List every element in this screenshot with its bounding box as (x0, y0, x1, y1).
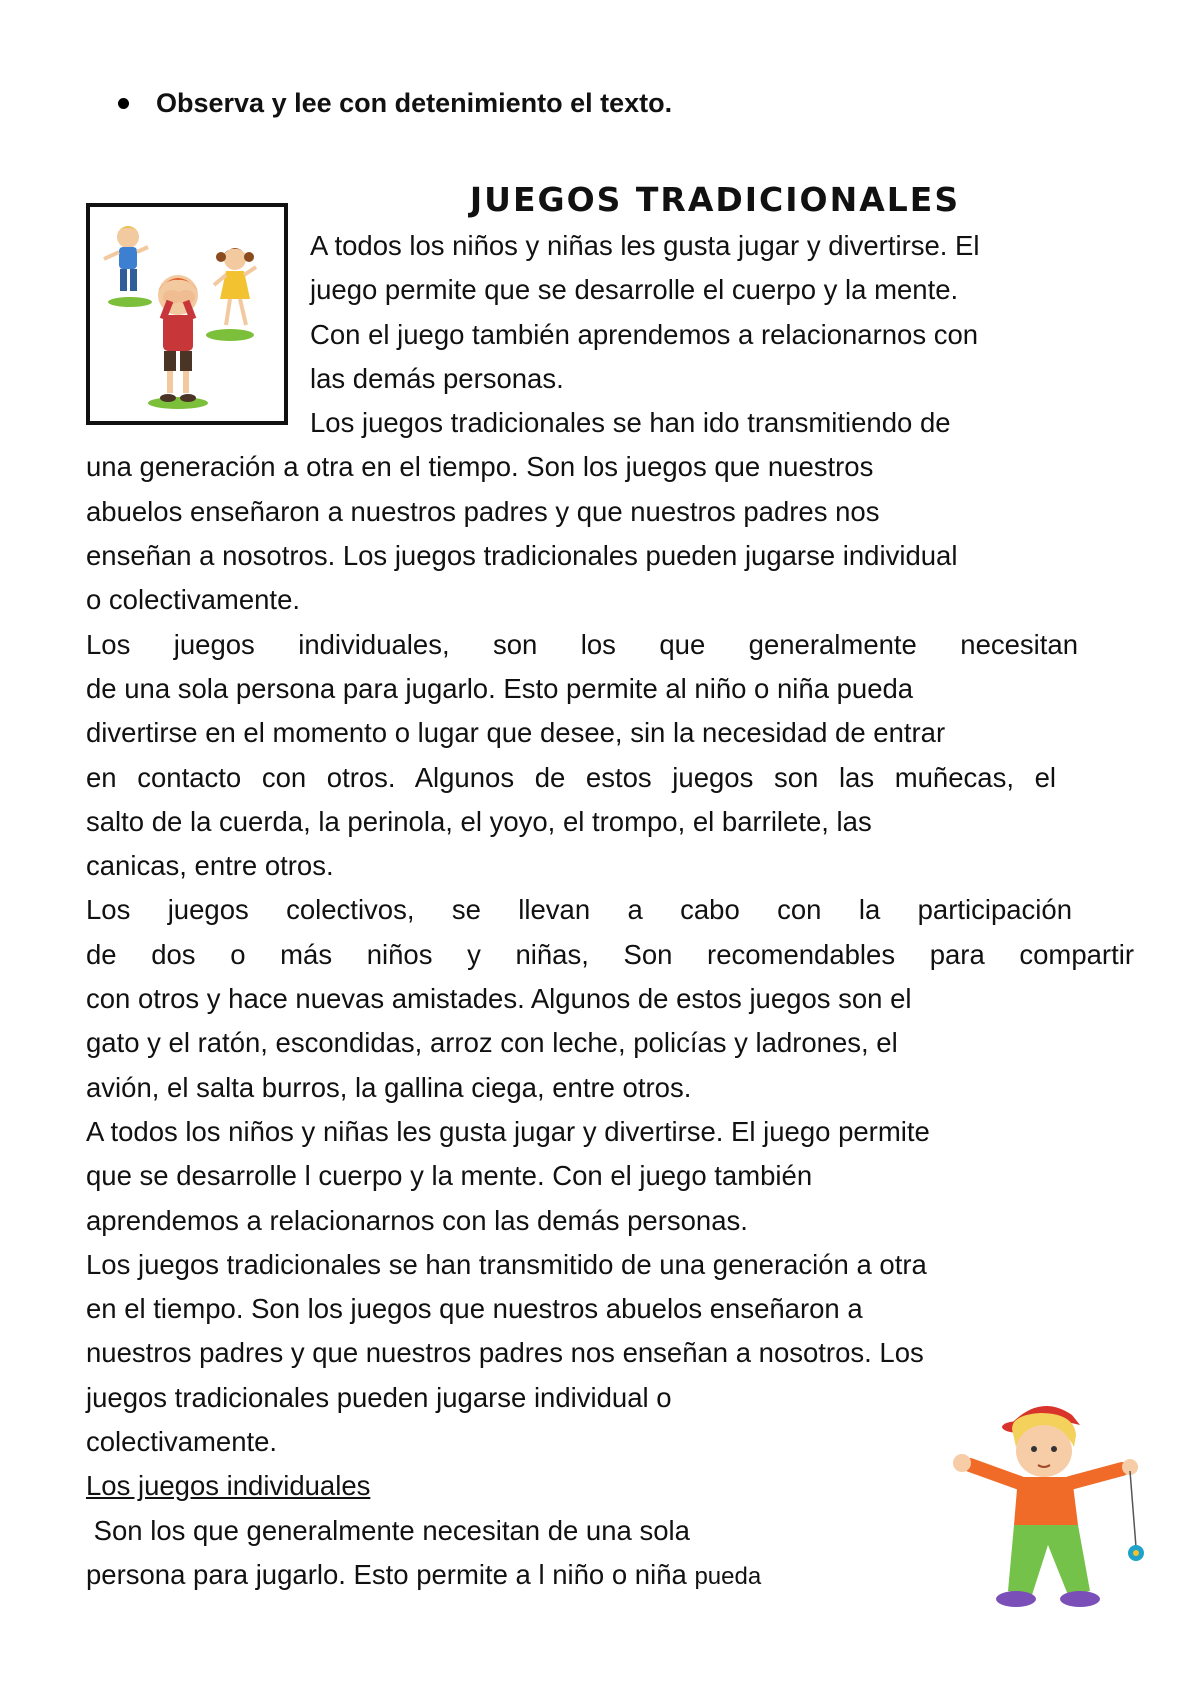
text-line: nuestros padres y que nuestros padres nos enseñan a nosotros. Los (86, 1337, 924, 1369)
text-line: abuelos enseñaron a nuestros padres y que nuestros padres nos (86, 495, 880, 527)
text-line: gato y el ratón, escondidas, arroz con leche, policías y ladrones, el (86, 1027, 898, 1059)
instruction (118, 88, 672, 119)
instruction-text: Observa y lee con detenimiento el texto. (156, 88, 673, 118)
text-line: Los juegos colectivos, se llevan a cabo con la participación (86, 894, 1072, 926)
text-line: Los juegos tradicionales se han transmitido de una generación a otra (86, 1248, 927, 1280)
picture-spacer (86, 224, 310, 428)
text-line: las demás personas. (310, 362, 564, 394)
text-line: en contacto con otros. Algunos de estos juegos son las muñecas, el (86, 761, 1056, 793)
text-line: una generación a otra en el tiempo. Son los juegos que nuestros (86, 451, 874, 483)
text-line: juegos tradicionales pueden jugarse individual o (86, 1381, 672, 1413)
text-line: Los juegos tradicionales se han ido transmitiendo de (310, 407, 951, 439)
text-line: Los juegos individuales, son los que generalmente necesitan (86, 628, 1078, 660)
text-line: Con el juego también aprendemos a relacionarnos con (310, 318, 979, 350)
text-line: con otros y hace nuevas amistades. Algunos de estos juegos son el (86, 983, 912, 1015)
bullet-icon (118, 98, 129, 109)
text-line: A todos los niños y niñas les gusta jugar y divertirse. El (310, 230, 980, 261)
document-title: JUEGOS TRADICIONALES (469, 180, 961, 219)
text-line: divertirse en el momento o lugar que desee, sin la necesidad de entrar (86, 717, 946, 749)
boy-with-yoyo-illustration (940, 1385, 1155, 1625)
text-line: o colectivamente. (86, 584, 300, 616)
text-line: canicas, entre otros. (86, 850, 334, 882)
text-line: juego permite que se desarrolle el cuerpo y la mente. (310, 274, 959, 306)
text-line: en el tiempo. Son los juegos que nuestros abuelos enseñaron a (86, 1293, 863, 1325)
text-line: Son los que generalmente necesitan de una sola (86, 1514, 690, 1546)
text-line: enseñan a nosotros. Los juegos tradicionales pueden jugarse individual (86, 540, 958, 572)
section-heading: Los juegos individuales (86, 1470, 371, 1502)
text-line: de una sola persona para jugarlo. Esto permite al niño o niña pueda (86, 672, 914, 704)
text-line: A todos los niños y niñas les gusta jugar y divertirse. El juego permite (86, 1115, 930, 1147)
last-line-small-text: pueda (694, 1562, 762, 1590)
boy-yoyo-icon (940, 1385, 1155, 1625)
text-line: colectivamente. (86, 1426, 278, 1458)
text-line: que se desarrolle l cuerpo y la mente. Con el juego también (86, 1160, 813, 1192)
text-line: de dos o más niños y niñas, Son recomendables para compartir (86, 938, 1134, 970)
text-line: avión, el salta burros, la gallina ciega, entre otros. (86, 1071, 692, 1103)
text-line: aprendemos a relacionarnos con las demás personas. (86, 1204, 748, 1236)
text-line: salto de la cuerda, la perinola, el yoyo, el trompo, el barrilete, las (86, 805, 872, 837)
last-line-text: persona para jugarlo. Esto permite a l niño o niña (86, 1558, 695, 1590)
